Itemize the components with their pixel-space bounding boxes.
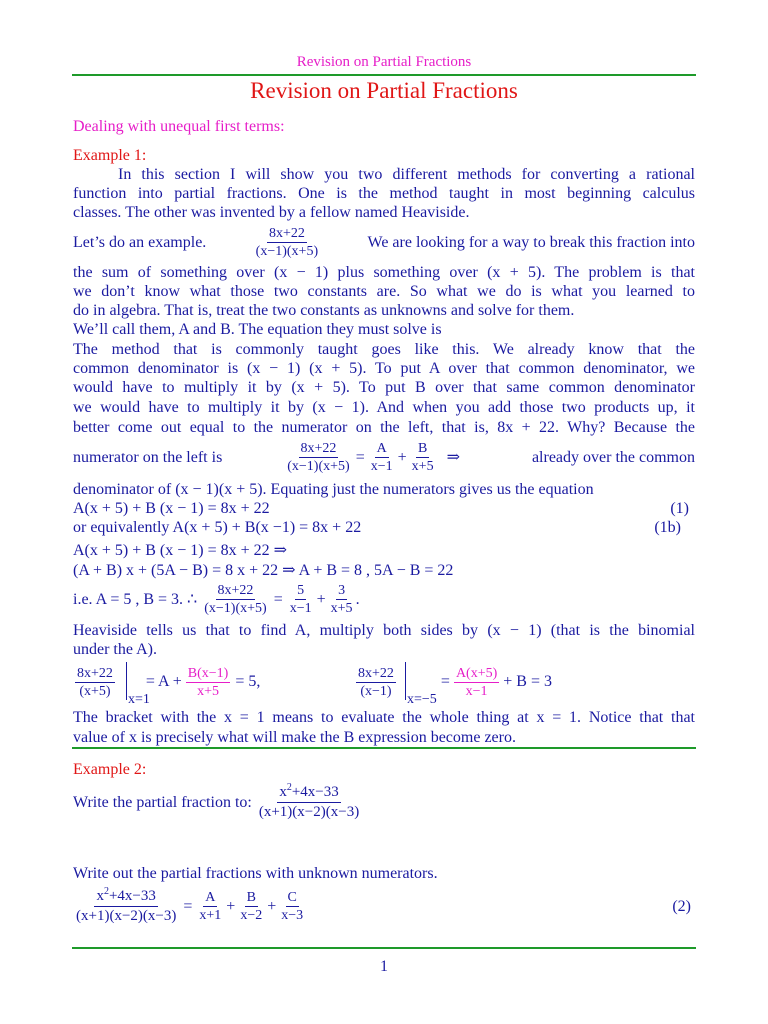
fraction xyxy=(238,890,264,923)
page-number: 1 xyxy=(380,958,388,975)
paragraph-line: the sum of something over (x − 1) plus something over (x + 5). The problem is that xyxy=(73,264,695,281)
equation-1 xyxy=(73,499,695,518)
fraction xyxy=(369,441,395,474)
fraction xyxy=(356,666,396,699)
fraction-denominator: x−3 xyxy=(281,907,304,923)
page-title: Revision on Partial Fractions xyxy=(250,78,518,103)
equation-1b xyxy=(73,518,695,537)
paragraph-line: better come out equal to the numerator on the left, that is, 8x + 22. Why? Because the xyxy=(73,419,695,436)
fraction-numerator: 8x+22 xyxy=(358,665,394,681)
equation-end: + B = 3 xyxy=(503,673,552,690)
evaluation-subscript: x=1 xyxy=(128,692,150,707)
fraction-numerator: A(x+5) xyxy=(455,665,498,681)
fraction xyxy=(288,583,314,616)
num-exponent: 2 xyxy=(103,885,109,897)
fraction-denominator: x−1 xyxy=(289,600,312,616)
footer-rule xyxy=(72,947,696,949)
fraction xyxy=(186,666,231,699)
plus-sign: + xyxy=(267,897,277,915)
fraction-denominator: (x−1)(x+5) xyxy=(287,458,350,474)
equation-end: = 5, xyxy=(235,673,261,690)
fraction xyxy=(197,890,223,923)
fraction-numerator: 8x+22 xyxy=(300,440,337,456)
evaluation-subscript: x=−5 xyxy=(407,692,437,707)
section-rule xyxy=(72,747,696,749)
fraction-denominator: (x+1)(x−2)(x−3) xyxy=(76,907,177,924)
fraction-denominator: (x−1)(x+5) xyxy=(204,600,267,616)
paragraph-line: The method that is commonly taught goes like this. We already know that the xyxy=(73,341,695,358)
evaluation-bar xyxy=(405,662,406,700)
paragraph-line: under the A). xyxy=(73,641,157,658)
paragraph-line: we would have to multiply it by (x − 1). And when you add those two products up, it xyxy=(73,399,695,416)
fraction-numerator: 8x+22 xyxy=(217,582,254,598)
fraction xyxy=(279,890,305,923)
running-header: Revision on Partial Fractions xyxy=(296,54,472,70)
num-rest: +4x−33 xyxy=(291,783,339,800)
fraction-denominator: (x+1)(x−2)(x−3) xyxy=(258,803,360,820)
fraction-denominator: (x−1)(x+5) xyxy=(255,243,319,259)
fraction-denominator: x+1 xyxy=(199,907,222,923)
fraction-denominator: x−1 xyxy=(370,458,393,474)
fraction-numerator: B xyxy=(246,889,256,905)
equation-tag: (2) xyxy=(672,897,691,915)
numer-equation xyxy=(284,441,470,474)
equation-mid: = A + xyxy=(145,673,182,690)
fraction-numerator xyxy=(94,885,157,907)
fraction-denominator: (x−1) xyxy=(360,683,392,699)
paragraph-line: In this section I will show you two different methods for converting a rational xyxy=(118,166,695,183)
fraction-numerator: C xyxy=(287,889,297,905)
fraction-numerator: 8x+22 xyxy=(77,665,113,681)
result-line xyxy=(73,580,695,618)
section-heading: Dealing with unequal first terms: xyxy=(73,118,285,135)
num-base: x xyxy=(279,783,287,800)
fraction-numerator: A xyxy=(376,440,387,456)
fraction-numerator: B xyxy=(417,440,428,456)
fraction-denominator: x+5 xyxy=(411,458,434,474)
fraction xyxy=(257,781,361,821)
fraction-denominator: x+5 xyxy=(330,600,353,616)
equals-sign: = xyxy=(273,590,283,608)
example2-task xyxy=(73,782,695,822)
paragraph-line: The bracket with the x = 1 means to evaluate the whole thing at x = 1. Notice that that xyxy=(73,709,695,726)
example2-label: Example 2: xyxy=(73,761,147,778)
fraction-numerator: 8x+22 xyxy=(268,225,305,241)
paragraph-line: would have to multiply it by (x + 5). To put B over that same common denominator xyxy=(73,379,695,396)
plus-sign: + xyxy=(226,897,236,915)
fraction xyxy=(329,583,355,616)
heaviside-right xyxy=(355,662,552,702)
paragraph-line: denominator of (x − 1)(x + 5). Equating just the numerators gives us the equation xyxy=(73,481,594,498)
period: . xyxy=(355,590,360,608)
implies-arrow: ⇒ xyxy=(446,448,460,466)
task-prefix: Write the partial fraction to: xyxy=(73,793,252,811)
example1-label: Example 1: xyxy=(73,147,147,164)
result-prefix: i.e. A = 5 , B = 3. ∴ xyxy=(73,590,198,608)
evaluation-bar xyxy=(126,662,127,700)
example-intro-line xyxy=(73,225,695,259)
equation-tag: (1) xyxy=(670,500,689,517)
fraction xyxy=(454,666,499,699)
intro-prefix: Let’s do an example. xyxy=(73,233,207,251)
paragraph-line: we don’t know what those two constants are. So what we do is what you learned to xyxy=(73,283,695,300)
intro-fraction xyxy=(254,226,320,259)
fraction xyxy=(410,441,436,474)
fraction-numerator: 5 xyxy=(297,582,305,598)
equals-sign: = xyxy=(183,897,193,915)
paragraph-line: Heaviside tells us that to find A, multiply both sides by (x − 1) (that is the binomial xyxy=(73,622,695,639)
fraction xyxy=(202,583,268,616)
fraction-denominator: x−1 xyxy=(465,683,488,699)
plus-sign: + xyxy=(397,448,407,466)
header-rule xyxy=(72,74,696,76)
paragraph-line: do in algebra. That is, treat the two constants as unknowns and solve for them. xyxy=(73,302,575,319)
numer-prefix: numerator on the left is xyxy=(73,448,223,466)
fraction-numerator: 3 xyxy=(338,582,346,598)
numer-suffix: already over the common xyxy=(531,448,695,466)
fraction xyxy=(285,441,351,474)
decomposition-equation xyxy=(73,885,695,927)
paragraph-line: function into partial fractions. One is the method taught in most beginning calculus xyxy=(73,185,695,202)
paragraph-line: We’ll call them, A and B. The equation they must solve is xyxy=(73,321,442,338)
paragraph-line: value of x is precisely what will make the B expression become zero. xyxy=(73,729,516,746)
fraction-numerator: B(x−1) xyxy=(187,665,229,681)
num-exponent: 2 xyxy=(286,781,292,793)
numerator-equation-line xyxy=(73,438,695,476)
fraction-denominator: (x+5) xyxy=(79,683,111,699)
paragraph-line: common denominator is (x − 1) (x + 5). To put A over that common denominator, we xyxy=(73,360,695,377)
instruction-line: Write out the partial fractions with unknown numerators. xyxy=(73,865,438,882)
equals-sign: = xyxy=(355,448,365,466)
num-base: x xyxy=(96,887,104,904)
heaviside-left xyxy=(74,662,260,702)
equation-line: (A + B) x + (5A − B) = 8 x + 22 ⇒ A + B = 8 , 5A − B = 22 xyxy=(73,562,454,579)
fraction-denominator: x+5 xyxy=(197,683,219,699)
equation-tag: (1b) xyxy=(654,519,681,536)
intro-suffix: We are looking for a way to break this fraction into xyxy=(367,233,695,251)
equation-line: A(x + 5) + B (x − 1) = 8x + 22 ⇒ xyxy=(73,542,288,559)
paragraph-line: classes. The other was invented by a fellow named Heaviside. xyxy=(73,204,470,221)
equation-text: A(x + 5) + B (x − 1) = 8x + 22 xyxy=(73,500,270,517)
equation-text: or equivalently A(x + 5) + B(x −1) = 8x + 22 xyxy=(73,519,362,536)
fraction-numerator: A xyxy=(205,889,216,905)
num-rest: +4x−33 xyxy=(108,887,156,904)
plus-sign: + xyxy=(316,590,326,608)
fraction-numerator xyxy=(277,781,340,803)
fraction xyxy=(74,885,178,925)
fraction xyxy=(75,666,115,699)
equals-sign: = xyxy=(440,673,450,690)
fraction-denominator: x−2 xyxy=(240,907,263,923)
